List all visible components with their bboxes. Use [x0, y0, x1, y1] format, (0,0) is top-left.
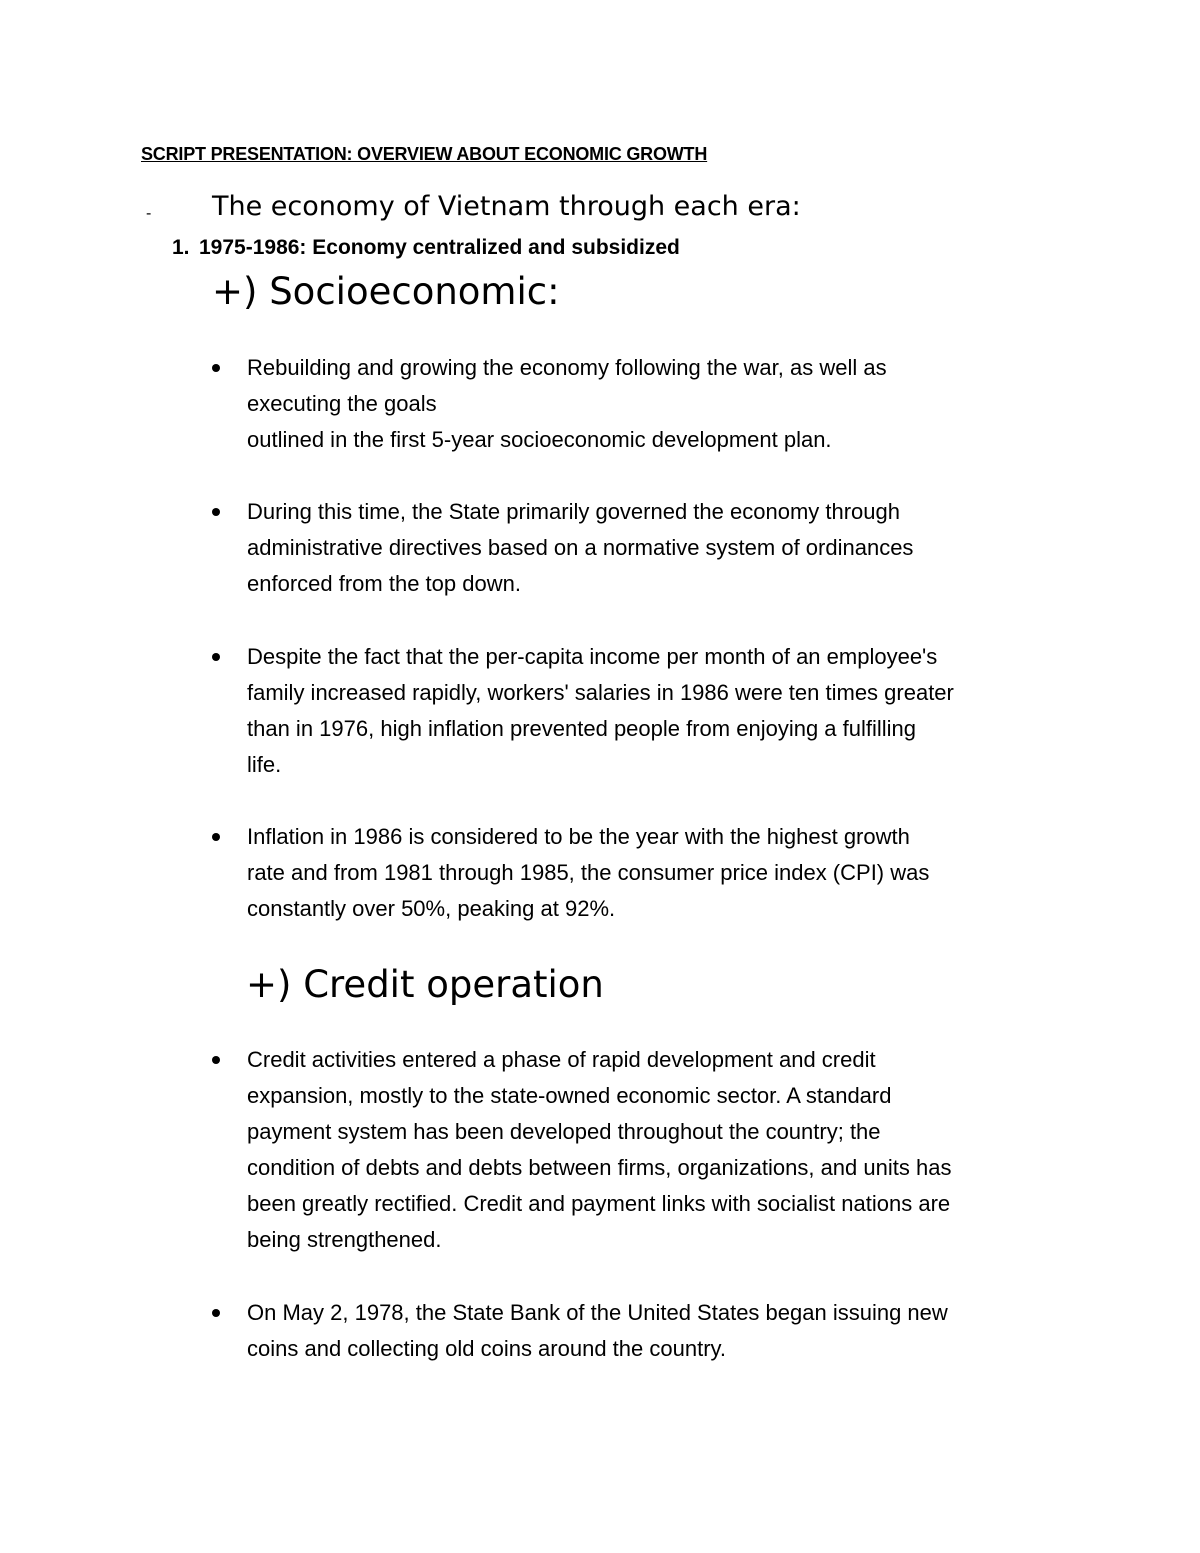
text-line: Despite the fact that the per-capita income per month of an employee's [247, 644, 938, 669]
document-title: SCRIPT PRESENTATION: OVERVIEW ABOUT ECONOMIC GROWTH [141, 144, 708, 164]
era-heading-text: 1975-1986: Economy centralized and subsidized [199, 236, 680, 259]
bullet-dot-icon [212, 1309, 220, 1317]
list-item-text [247, 350, 1072, 458]
text-line: coins and collecting old coins around the country. [247, 1336, 726, 1361]
dash-bullet: - [146, 205, 152, 222]
text-line: Credit activities entered a phase of rapid development and credit [247, 1047, 876, 1072]
bullet-dot-icon [212, 1056, 220, 1064]
text-line: condition of debts and debts between firms, organizations, and units has [247, 1155, 952, 1180]
text-line: Rebuilding and growing the economy following the war, as well as [247, 355, 887, 380]
text-line: During this time, the State primarily governed the economy through [247, 499, 900, 524]
bullet-dot-icon [212, 653, 220, 661]
text-line: enforced from the top down. [247, 571, 521, 596]
text-line: family increased rapidly, workers' salaries in 1986 were ten times greater [247, 680, 954, 705]
list-item-text [247, 1295, 1072, 1367]
text-line: being strengthened. [247, 1227, 442, 1252]
credit-heading: +) Credit operation [246, 963, 604, 1006]
text-line: outlined in the first 5-year socioeconomic development plan. [247, 427, 832, 452]
era-heading [172, 236, 680, 260]
bullet-dot-icon [212, 833, 220, 841]
text-line: been greatly rectified. Credit and payment links with socialist nations are [247, 1191, 951, 1216]
text-line: administrative directives based on a normative system of ordinances [247, 535, 914, 560]
list-item-text [247, 639, 1072, 783]
text-line: Inflation in 1986 is considered to be the year with the highest growth [247, 824, 910, 849]
bullet-dot-icon [212, 364, 220, 372]
era-number: 1. [172, 236, 190, 259]
list-item-text [247, 494, 1072, 602]
text-line: On May 2, 1978, the State Bank of the United States began issuing new [247, 1300, 948, 1325]
text-line: executing the goals [247, 391, 437, 416]
intro-text: The economy of Vietnam through each era: [212, 191, 801, 222]
text-line: rate and from 1981 through 1985, the consumer price index (CPI) was [247, 860, 930, 885]
socioeconomic-heading: +) Socioeconomic: [212, 270, 560, 313]
list-item-text [247, 1042, 1072, 1258]
text-line: payment system has been developed throughout the country; the [247, 1119, 881, 1144]
text-line: life. [247, 752, 282, 777]
bullet-dot-icon [212, 508, 220, 516]
text-line: than in 1976, high inflation prevented people from enjoying a fulfilling [247, 716, 917, 741]
text-line: constantly over 50%, peaking at 92%. [247, 896, 616, 921]
list-item-text [247, 819, 1072, 927]
text-line: expansion, mostly to the state-owned economic sector. A standard [247, 1083, 892, 1108]
